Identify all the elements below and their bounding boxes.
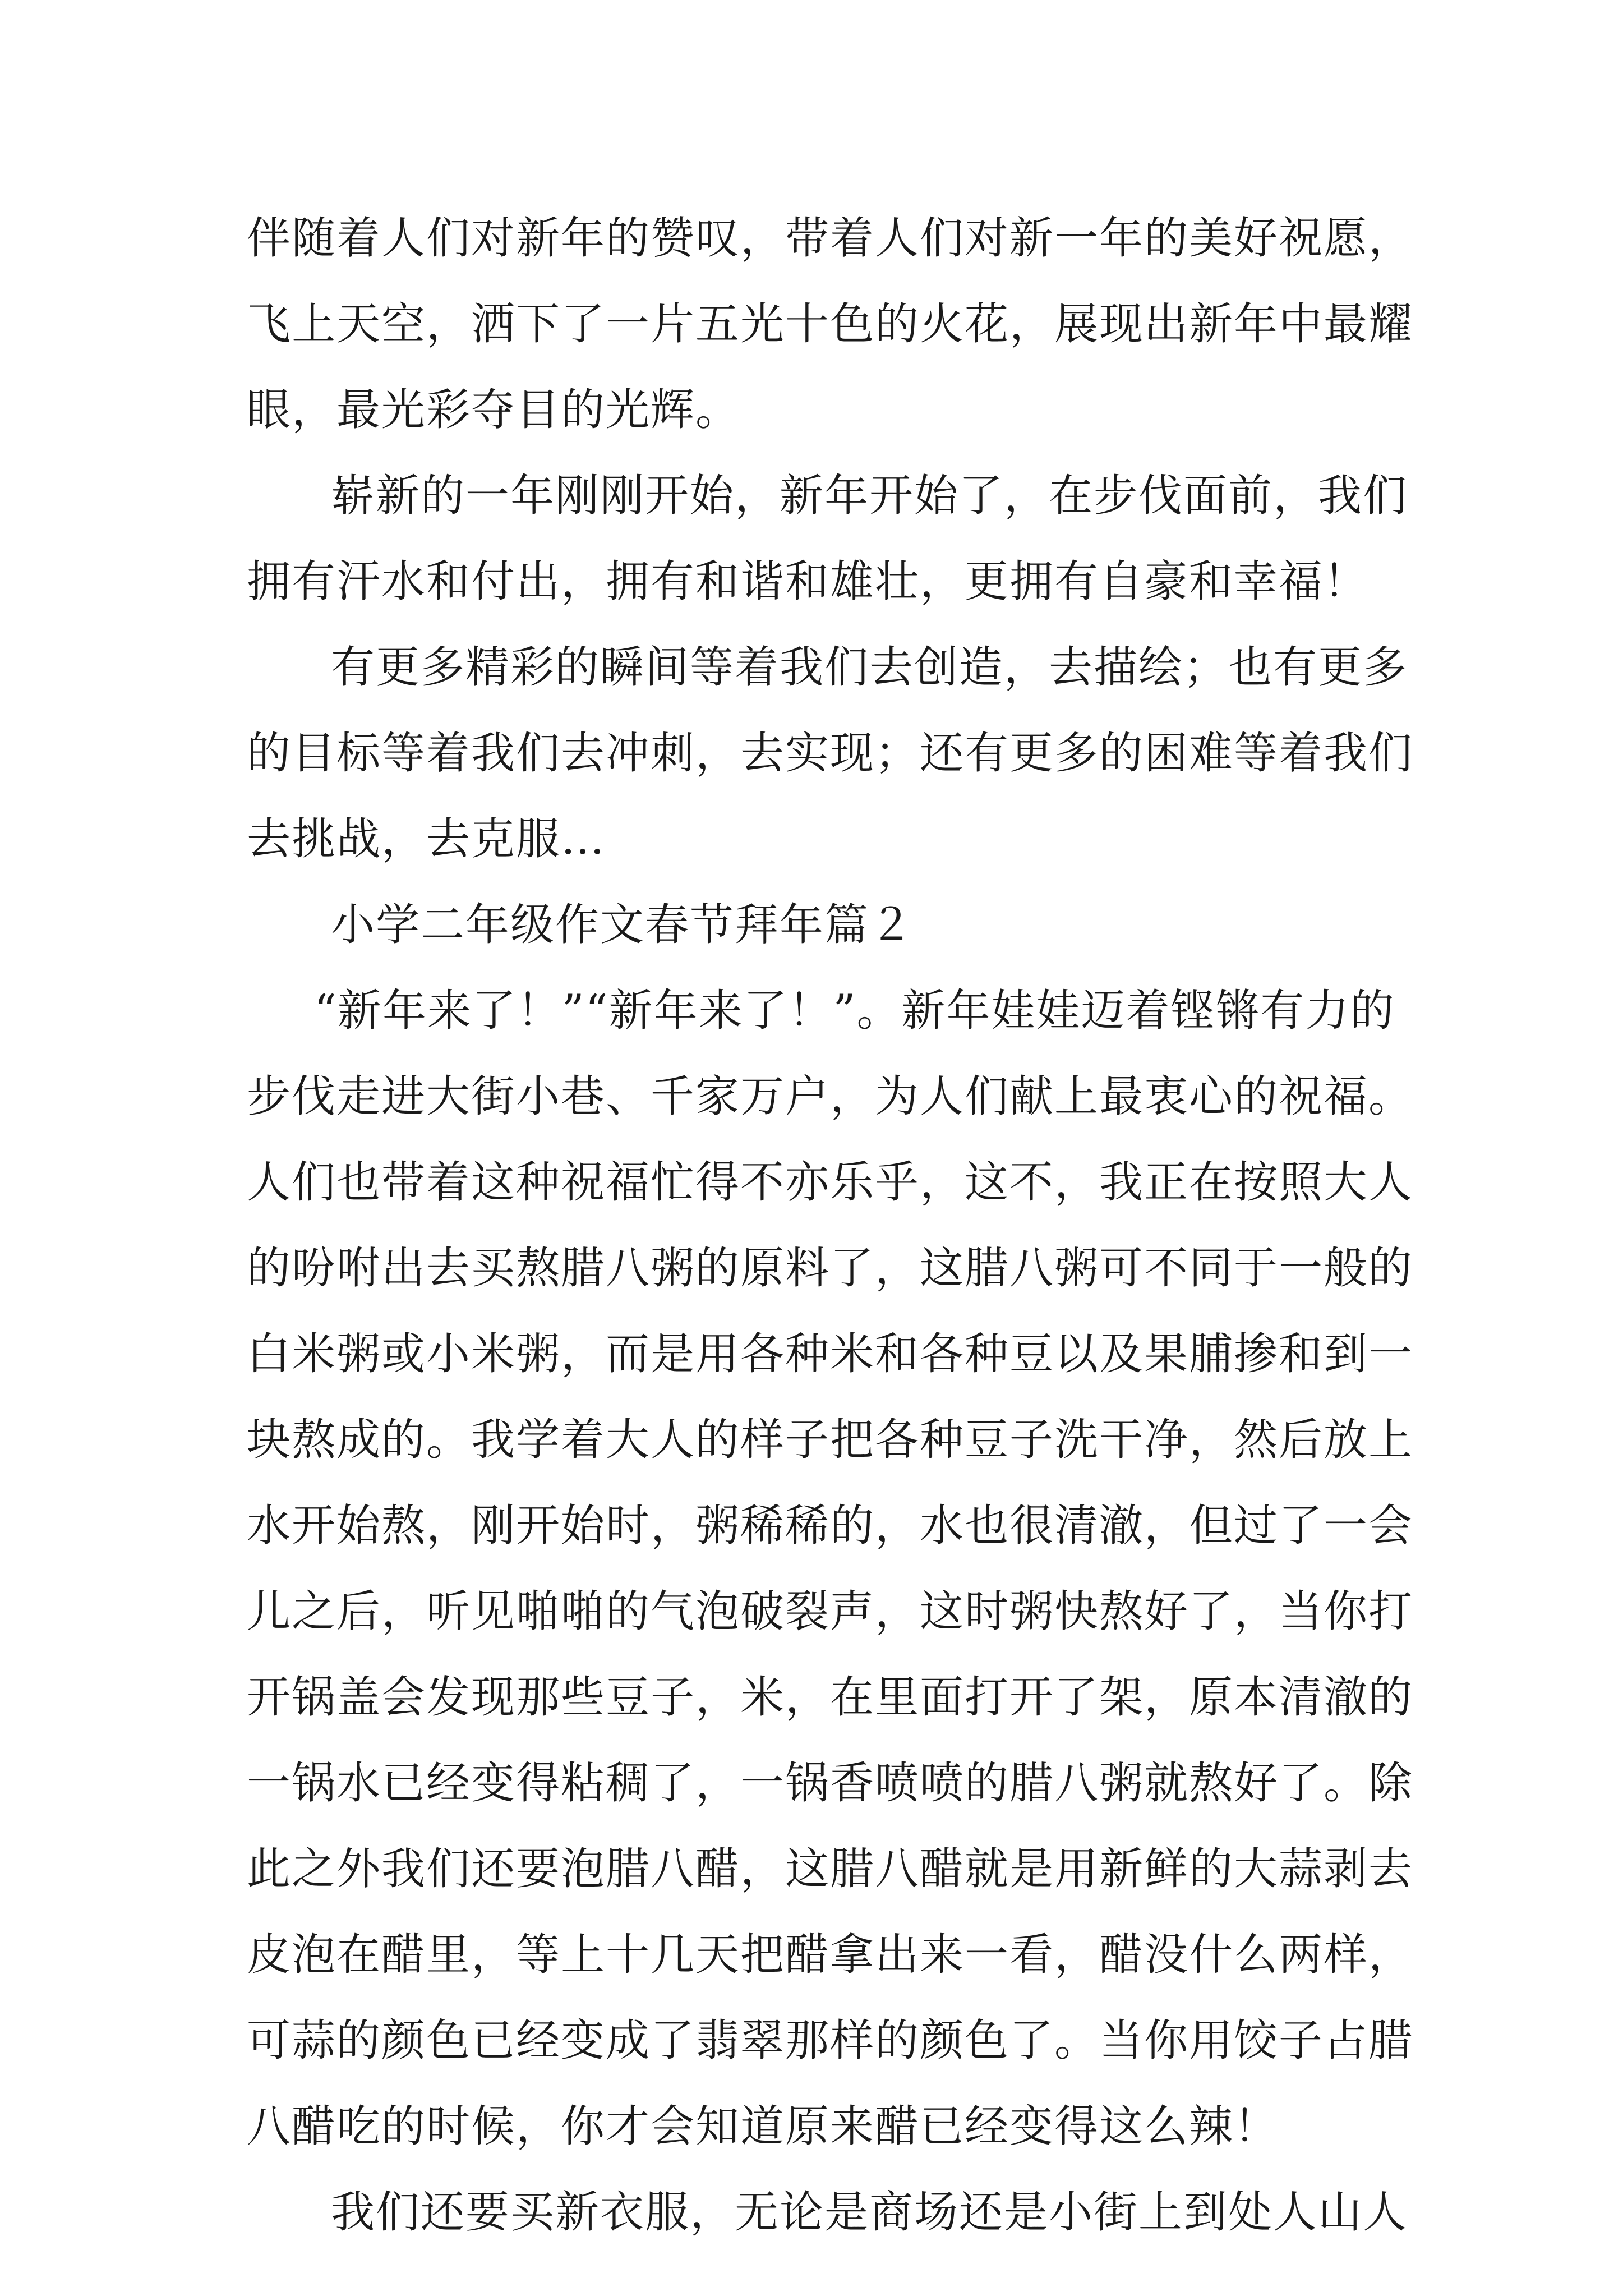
- paragraph-start: “新年来了！”“新年来了！”。新年娃娃迈着铿锵有力的: [314, 986, 1395, 1036]
- paragraph-start: 有更多精彩的瞬间等着我们去创造，去描绘；也有更多: [331, 642, 1408, 693]
- text-line: 去挑战，去克服…: [247, 814, 606, 864]
- text-line: 八醋吃的时候，你才会知道原来醋已经变得这么辣！: [247, 2101, 1279, 2152]
- text-line: 伴随着人们对新年的赞叹，带着人们对新一年的美好祝愿，: [247, 213, 1414, 264]
- text-line: 一锅水已经变得粘稠了，一锅香喷喷的腊八粥就熬好了。除: [247, 1758, 1414, 1809]
- text-line: 飞上天空，洒下了一片五光十色的火花，展现出新年中最耀: [247, 299, 1414, 349]
- text-line: 眼，最光彩夺目的光辉。: [247, 385, 741, 435]
- text-line: 开锅盖会发现那些豆子，米，在里面打开了架，原本清澈的: [247, 1672, 1414, 1723]
- text-line: 儿之后，听见啪啪的气泡破裂声，这时粥快熬好了，当你打: [247, 1586, 1414, 1637]
- text-line: 步伐走进大街小巷、千家万户，为人们献上最衷心的祝福。: [247, 1071, 1414, 1122]
- text-line: 人们也带着这种祝福忙得不亦乐乎，这不，我正在按照大人: [247, 1157, 1414, 1208]
- text-line: 块熬成的。我学着大人的样子把各种豆子洗干净，然后放上: [247, 1415, 1414, 1465]
- text-line: 此之外我们还要泡腊八醋，这腊八醋就是用新鲜的大蒜剥去: [247, 1844, 1414, 1894]
- text-line: 水开始熬，刚开始时，粥稀稀的，水也很清澈，但过了一会: [247, 1501, 1414, 1551]
- text-line: 可蒜的颜色已经变成了翡翠那样的颜色了。当你用饺子占腊: [247, 2016, 1414, 2066]
- text-line: 皮泡在醋里，等上十几天把醋拿出来一看，醋没什么两样，: [247, 1930, 1414, 1980]
- paragraph-start: 崭新的一年刚刚开始，新年开始了，在步伐面前，我们: [331, 471, 1408, 521]
- paragraph-start: 我们还要买新衣服，无论是商场还是小街上到处人山人: [331, 2187, 1408, 2238]
- text-line: 的吩咐出去买熬腊八粥的原料了，这腊八粥可不同于一般的: [247, 1243, 1414, 1294]
- section-heading: 小学二年级作文春节拜年篇２: [331, 900, 915, 950]
- text-line: 白米粥或小米粥，而是用各种米和各种豆以及果脯掺和到一: [247, 1329, 1414, 1379]
- text-line: 拥有汗水和付出，拥有和谐和雄壮，更拥有自豪和幸福！: [247, 556, 1369, 607]
- text-line: 的目标等着我们去冲刺，去实现；还有更多的困难等着我们: [247, 728, 1414, 779]
